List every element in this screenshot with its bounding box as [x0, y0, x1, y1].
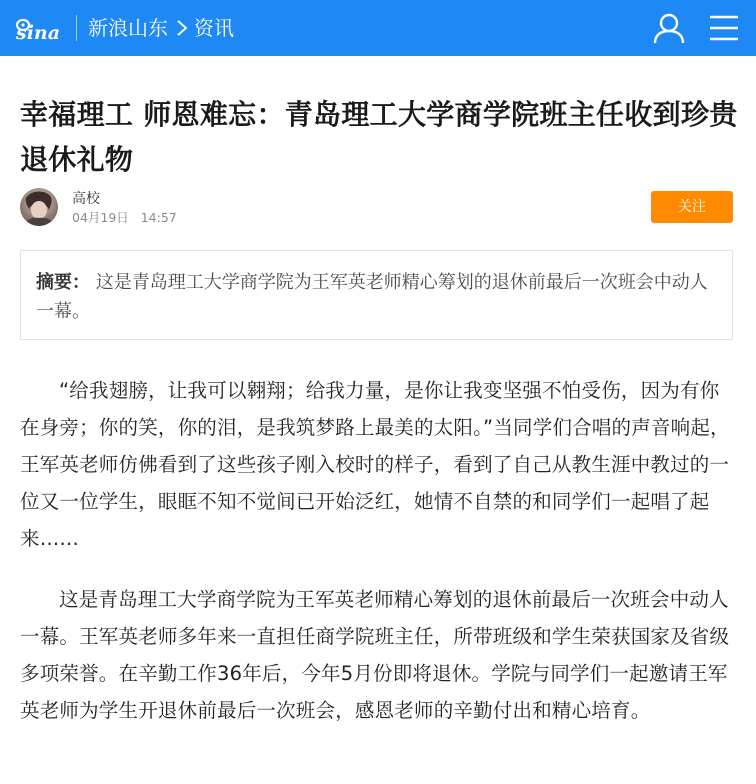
publish-clock: 14:57: [140, 210, 177, 225]
logo-text: sina: [16, 22, 61, 43]
article-paragraph: 这是青岛理工大学商学院为王军英老师精心筹划的退休前最后一次班会中动人一幕。王军英老师多年来一直担任商学院班主任，所带班级和学生荣获国家及省级多项荣誉。在辛勤工作36年后，今年5月份即将退休。学院与同学们一起邀请王军英老师为学生开退休前最后一次班会，感恩老师的辛勤付出和精心培育。: [20, 588, 730, 722]
breadcrumb-site[interactable]: 新浪山东: [88, 16, 168, 40]
chevron-right-icon: [174, 18, 190, 38]
header-divider: [76, 15, 77, 41]
breadcrumb-section[interactable]: 资讯: [194, 16, 234, 40]
follow-button[interactable]: 关注: [651, 191, 733, 223]
avatar-image: [20, 188, 58, 226]
avatar[interactable]: [20, 188, 58, 226]
menu-icon[interactable]: [708, 13, 740, 43]
publish-time: [72, 209, 177, 227]
article-title: 幸福理工 师恩难忘：青岛理工大学商学院班主任收到珍贵退休礼物: [20, 98, 738, 176]
user-icon[interactable]: [652, 12, 686, 44]
author-name[interactable]: 高校: [72, 191, 100, 207]
top-header: [0, 0, 756, 56]
summary-box: [20, 250, 733, 340]
article-paragraph: “给我翅膀，让我可以翱翔；给我力量，是你让我变坚强不怕受伤，因为有你在身旁；你的笑，你的泪，是我筑梦路上最美的太阳。”当同学们合唱的声音响起，王军英老师仿佛看到了这些孩子刚入校时的样子，看到了自己从教生涯中教过的一位又一位学生，眼眶不知不觉间已开始泛红，她情不自禁的和同学们一起唱了起来……: [20, 379, 730, 550]
breadcrumb: [88, 12, 234, 44]
publish-date: 04月19日: [72, 210, 129, 225]
summary-label: 摘要：: [36, 272, 90, 293]
summary-text: 这是青岛理工大学商学院为王军英老师精心筹划的退休前最后一次班会中动人一幕。: [36, 272, 708, 322]
sina-logo[interactable]: [13, 13, 67, 43]
